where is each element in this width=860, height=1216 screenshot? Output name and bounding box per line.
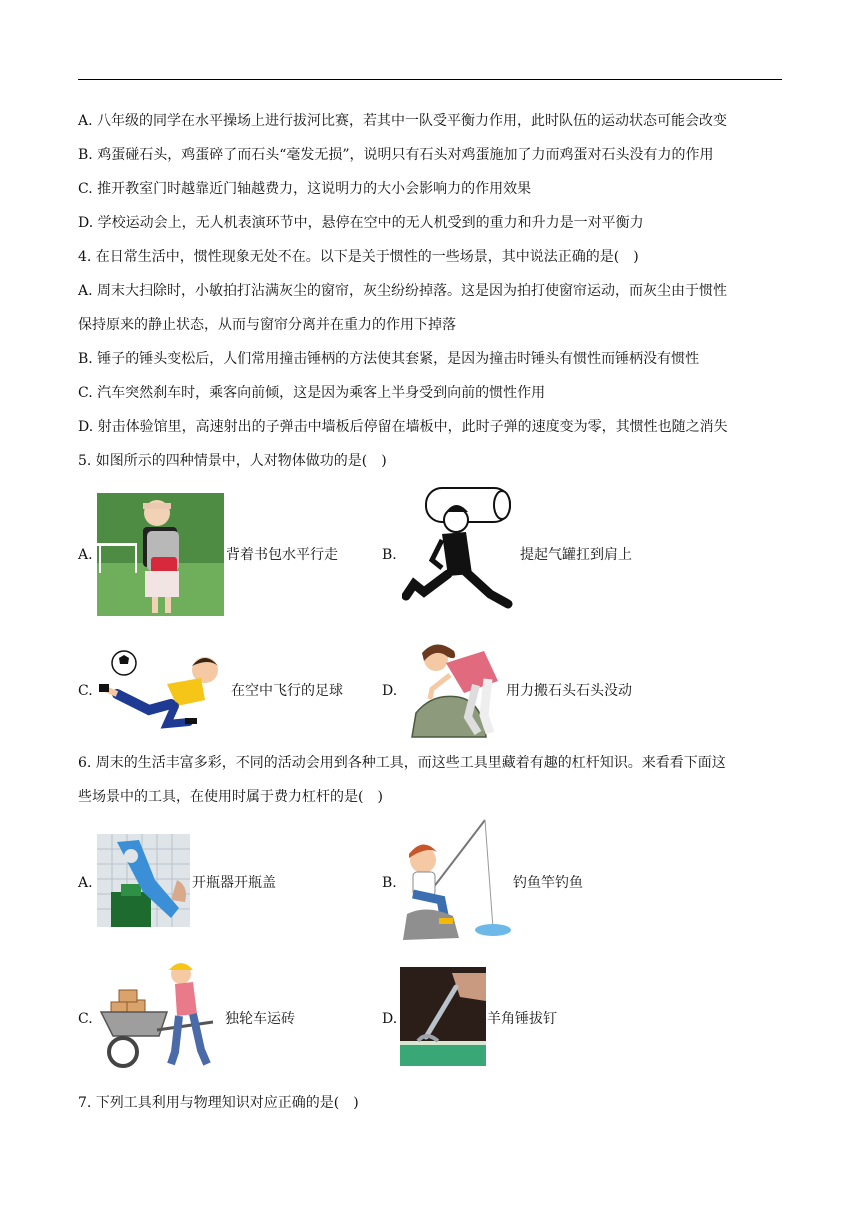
- q5-option-a-letter: A.: [78, 547, 93, 563]
- q6-option-a-caption: 开瓶器开瓶盖: [192, 875, 276, 891]
- lifting-gas-tank-image: [402, 484, 516, 622]
- q6-option-d-caption: 羊角锤拔钉: [487, 1011, 557, 1027]
- q6-option-c-letter: C.: [78, 1011, 93, 1027]
- q4-option-a-cont: 保持原来的静止状态，从而与窗帘分离并在重力的作用下掉落: [78, 317, 456, 333]
- q5-option-c-caption: 在空中飞行的足球: [231, 683, 343, 699]
- q3-option-d: D. 学校运动会上，无人机表演环节中，悬停在空中的无人机受到的重力和升力是一对平衡力: [78, 215, 644, 231]
- pushing-rock-image: [402, 637, 505, 741]
- q6-option-b-caption: 钓鱼竿钓鱼: [513, 875, 583, 891]
- bottle-opener-image: [97, 834, 190, 927]
- q5-option-a-caption: 背着书包水平行走: [226, 547, 338, 563]
- q6-stem-cont: 些场景中的工具，在使用时属于费力杠杆的是( ): [78, 789, 383, 805]
- q4-stem: 4. 在日常生活中，惯性现象无处不在。以下是关于惯性的一些场景，其中说法正确的是( ): [78, 249, 639, 265]
- q4-option-a: A. 周末大扫除时，小敏拍打沾满灰尘的窗帘，灰尘纷纷掉落。这是因为拍打使窗帘运动，而灰尘由于惯性: [78, 283, 728, 299]
- q6-option-a-letter: A.: [78, 875, 93, 891]
- q3-option-a: A. 八年级的同学在水平操场上进行拔河比赛，若其中一队受平衡力作用，此时队伍的运动状态可能会改变: [78, 113, 728, 129]
- claw-hammer-image: [400, 967, 486, 1066]
- backpack-walking-image: [97, 493, 224, 616]
- q6-option-b-letter: B.: [382, 875, 397, 891]
- q4-option-b: B. 锤子的锤头变松后，人们常用撞击锤柄的方法使其套紧，是因为撞击时锤头有惯性而锤柄没有惯性: [78, 351, 700, 367]
- wheelbarrow-image: [97, 960, 218, 1072]
- q6-stem: 6. 周末的生活丰富多彩，不同的活动会用到各种工具，而这些工具里藏着有趣的杠杆知识。来看看下面这: [78, 755, 726, 771]
- q6-option-d-letter: D.: [382, 1011, 398, 1027]
- q5-option-d-letter: D.: [382, 683, 398, 699]
- q3-option-b: B. 鸡蛋碰石头，鸡蛋碎了而石头“毫发无损”，说明只有石头对鸡蛋施加了力而鸡蛋对石头没有力的作用: [78, 147, 714, 163]
- header-rule: [78, 79, 782, 80]
- fishing-rod-image: [401, 818, 511, 945]
- q5-option-c-letter: C.: [78, 683, 93, 699]
- q4-option-d: D. 射击体验馆里，高速射出的子弹击中墙板后停留在墙板中，此时子弹的速度变为零，其惯性也随之消失: [78, 419, 728, 435]
- q5-option-b-letter: B.: [382, 547, 397, 563]
- q6-option-c-caption: 独轮车运砖: [225, 1011, 295, 1027]
- q7-stem: 7. 下列工具利用与物理知识对应正确的是( ): [78, 1095, 359, 1111]
- q4-option-c: C. 汽车突然刹车时，乘客向前倾，这是因为乘客上半身受到向前的惯性作用: [78, 385, 546, 401]
- q5-stem: 5. 如图所示的四种情景中，人对物体做功的是( ): [78, 453, 387, 469]
- q5-option-b-caption: 提起气罐扛到肩上: [520, 547, 632, 563]
- q5-option-d-caption: 用力搬石头石头没动: [506, 683, 632, 699]
- flying-football-image: [97, 648, 228, 730]
- q3-option-c: C. 推开教室门时越靠近门轴越费力，这说明力的大小会影响力的作用效果: [78, 181, 532, 197]
